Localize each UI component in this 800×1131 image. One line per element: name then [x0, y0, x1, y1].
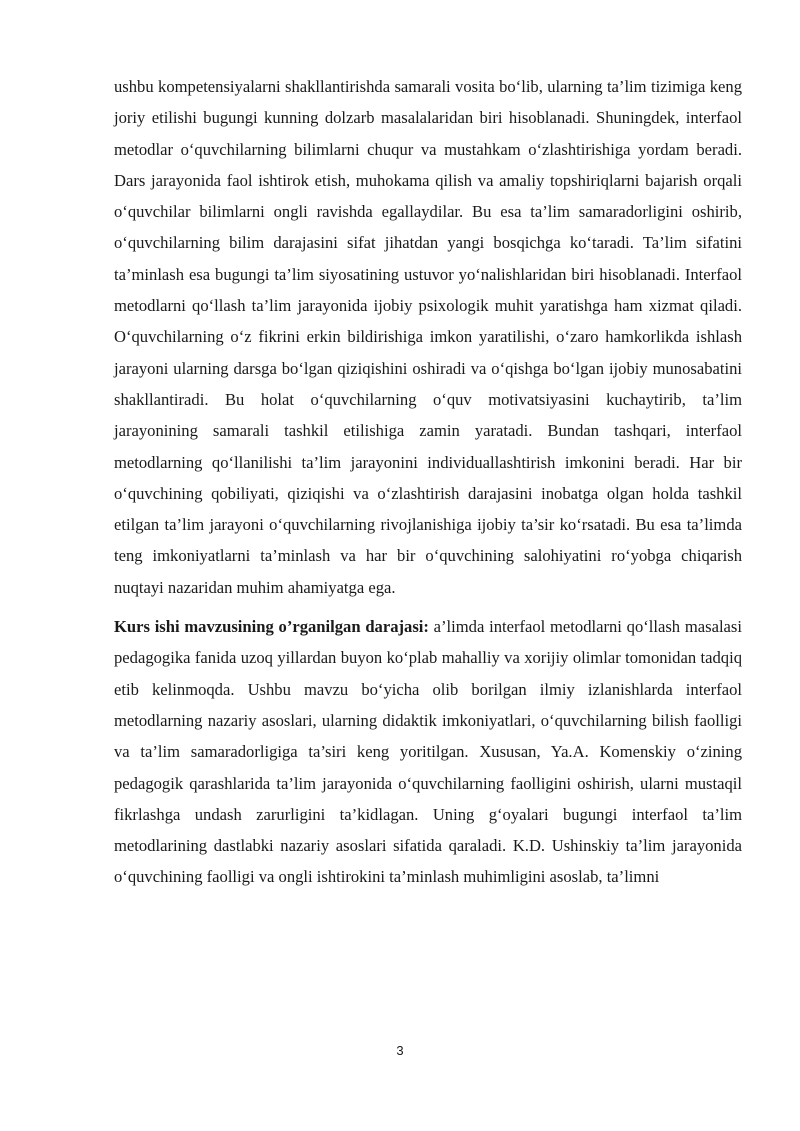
page-number: 3: [396, 1043, 404, 1058]
document-page: [114, 71, 742, 893]
body-paragraph: ushbu kompetensiyalarni shakllantirishda samarali vosita bo‘lib, ularning ta’lim tizimiga keng joriy etilishi bugungi kunning dolzarb masalalaridan biri hisoblanadi. Shuningdek, interfaol metodlar o‘quvchilarning bilimlarni chuqur va mustahkam o‘zlashtirishiga yordam beradi. Dars jarayonida faol ishtirok etish, muhokama qilish va amaliy topshiriqlarni bajarish orqali o‘quvchilar bilimlarni ongli ravishda egallaydilar. Bu esa ta’lim samaradorligini oshirib, o‘quvchilarning bilim darajasini sifat jihatdan yangi bosqichga ko‘taradi. Ta’lim sifatini ta’minlash esa bugungi ta’lim siyosatining ustuvor yo‘nalishlaridan biri hisoblanadi. Interfaol metodlarni qo‘llash ta’lim jarayonida ijobiy psixologik muhit yaratishga ham xizmat qiladi. O‘quvchilarning o‘z fikrini erkin bildirishiga imkon yaratilishi, o‘zaro hamkorlikda ishlash jarayoni ularning darsga bo‘lgan qiziqishini oshiradi va o‘qishga bo‘lgan ijobiy munosabatini shakllantiradi. Bu holat o‘quvchilarning o‘quv motivatsiyasini kuchaytirib, ta’lim jarayonining samarali tashkil etilishiga zamin yaratadi. Bundan tashqari, interfaol metodlarning qo‘llanilishi ta’lim jarayonini individuallashtirish imkonini beradi. Har bir o‘quvchining qobiliyati, qiziqishi va o‘zlashtirish darajasini inobatga olgan holda tashkil etilgan ta’lim jarayoni o‘quvchilarning rivojlanishiga ijobiy ta’sir ko‘rsatadi. Bu esa ta’limda teng imkoniyatlarni ta’minlash va har bir o‘quvchining salohiyatini ro‘yobga chiqarish nuqtayi nazaridan muhim ahamiyatga ega.: [114, 77, 742, 597]
section-heading: Kurs ishi mavzusining o’rganilgan darajasi:: [114, 617, 429, 637]
section-body-text: a’limda interfaol metodlarni qo‘llash masalasi pedagogika fanida uzoq yillardan buyon ko‘plab mahalliy va xorijiy olimlar tomonidan tadqiq etib kelinmoqda. Ushbu mavzu bo‘yicha olib borilgan ilmiy izlanishlarda interfaol metodlarning nazariy asoslari, ularning didaktik imkoniyatlari, o‘quvchilarning bilish faolligi va ta’lim samaradorligiga ta’siri keng yoritilgan. Xususan, Ya.A. Komenskiy o‘zining pedagogik qarashlarida ta’lim jarayonida o‘quvchilarning faolligini oshirish, ularni mustaqil fikrlashga undash zarurligini ta’kidlagan. Uning g‘oyalari bugungi interfaol ta’lim metodlarining dastlabki nazariy asoslari sifatida qaraladi. K.D. Ushinskiy ta’lim jarayonida o‘quvchining faolligi va ongli ishtirokini ta’minlash muhimligini asoslab, ta’limni: [114, 617, 742, 887]
study-level-paragraph: [114, 611, 742, 893]
